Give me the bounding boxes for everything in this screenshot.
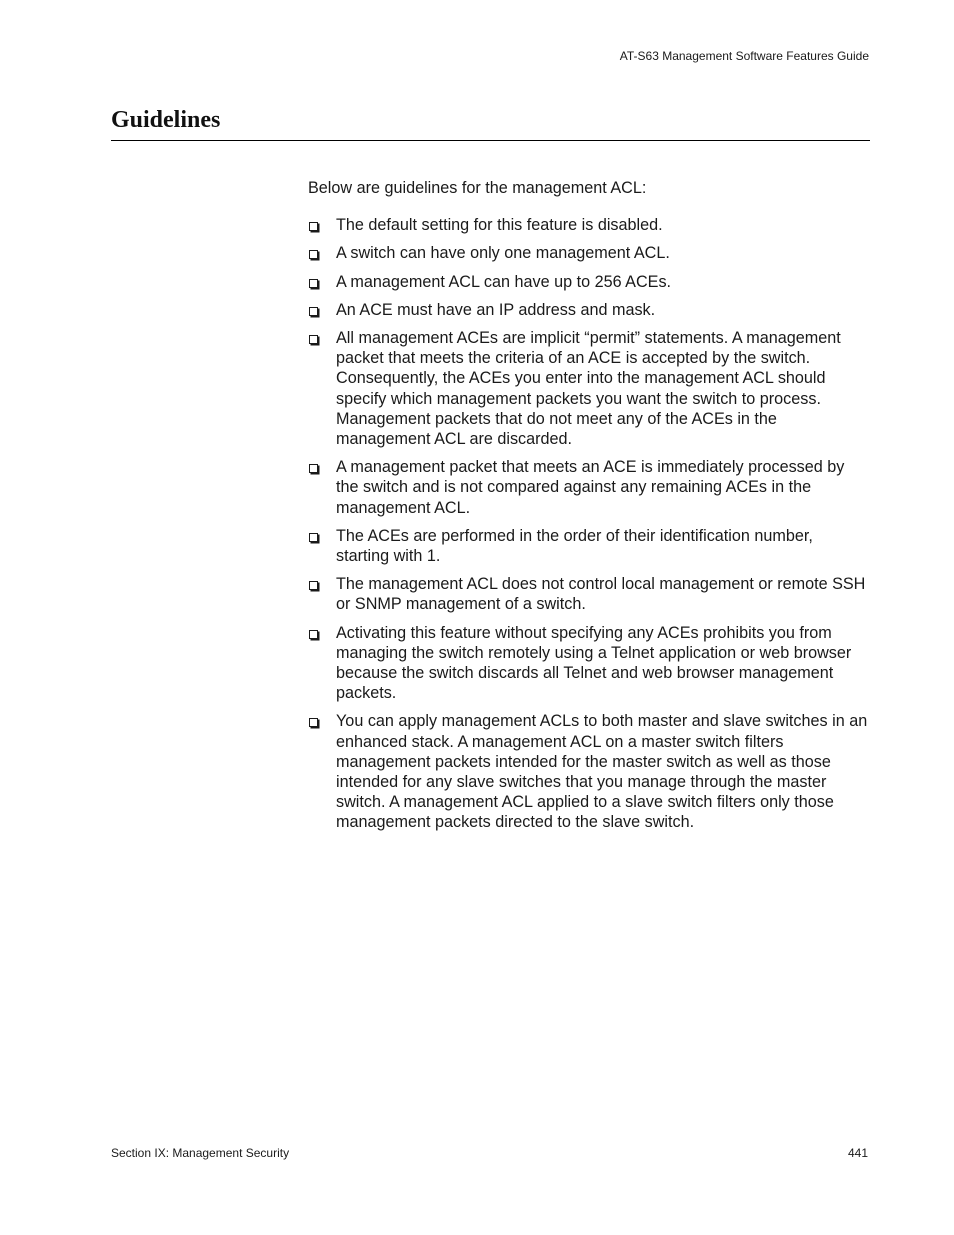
list-item <box>308 300 870 320</box>
intro-paragraph: Below are guidelines for the management ACL: <box>308 179 647 197</box>
checkbox-outline-icon <box>309 279 318 288</box>
list-item-text: Activating this feature without specifying any ACEs prohibits you from managing the switch remotely using a Telnet application or web browser because the switch discards all Telnet and web browser management packets. <box>336 623 852 703</box>
list-item-text: An ACE must have an IP address and mask. <box>336 300 656 319</box>
title-rule <box>111 140 870 141</box>
checkbox-outline-icon <box>309 250 318 259</box>
list-item <box>308 526 870 566</box>
running-header: AT-S63 Management Software Features Guide <box>619 49 869 63</box>
list-item <box>308 272 870 292</box>
list-item <box>308 328 870 449</box>
guidelines-list <box>308 215 870 832</box>
list-item-text: The default setting for this feature is disabled. <box>336 216 663 235</box>
checkbox-outline-icon <box>309 464 318 473</box>
page-number: 441 <box>847 1146 868 1160</box>
list-item-text: All management ACEs are implicit “permit” statements. A management packet that meets the criteria of an ACE is accepted by the switch. Consequently, the ACEs you enter into the management ACL should specify which management packets you want the switch to process. Management packets that do not meet any of the ACEs in the management ACL are discarded. <box>336 329 841 449</box>
list-item-text: The ACEs are performed in the order of their identification number, starting with 1. <box>336 526 813 566</box>
list-item-text: A management packet that meets an ACE is immediately processed by the switch and is not compared against any remaining ACEs in the management ACL. <box>336 458 845 517</box>
checkbox-outline-icon <box>309 335 318 344</box>
list-item <box>308 457 870 518</box>
list-item-text: A switch can have only one management ACL. <box>336 244 670 263</box>
checkbox-outline-icon <box>309 533 318 542</box>
list-item-text: The management ACL does not control local management or remote SSH or SNMP management of a switch. <box>336 575 866 614</box>
list-item <box>308 623 870 704</box>
footer-section-label: Section IX: Management Security <box>111 1146 290 1160</box>
list-item <box>308 574 870 614</box>
body-text <box>308 178 870 841</box>
list-item <box>308 711 870 832</box>
checkbox-outline-icon <box>309 222 318 231</box>
checkbox-outline-icon <box>309 581 318 590</box>
checkbox-outline-icon <box>309 718 318 727</box>
checkbox-outline-icon <box>309 630 318 639</box>
list-item-text: A management ACL can have up to 256 ACEs. <box>336 272 672 291</box>
list-item <box>308 215 870 235</box>
section-title: Guidelines <box>111 107 221 133</box>
checkbox-outline-icon <box>309 307 318 316</box>
list-item <box>308 243 870 263</box>
list-item-text: You can apply management ACLs to both master and slave switches in an enhanced stack. A management ACL on a master switch filters management packets intended for the master switch as well as those intended for any slave switches that you manage through the master switch. A management ACL applied to a slave switch filters only those management packets directed to the slave switch. <box>336 712 868 832</box>
